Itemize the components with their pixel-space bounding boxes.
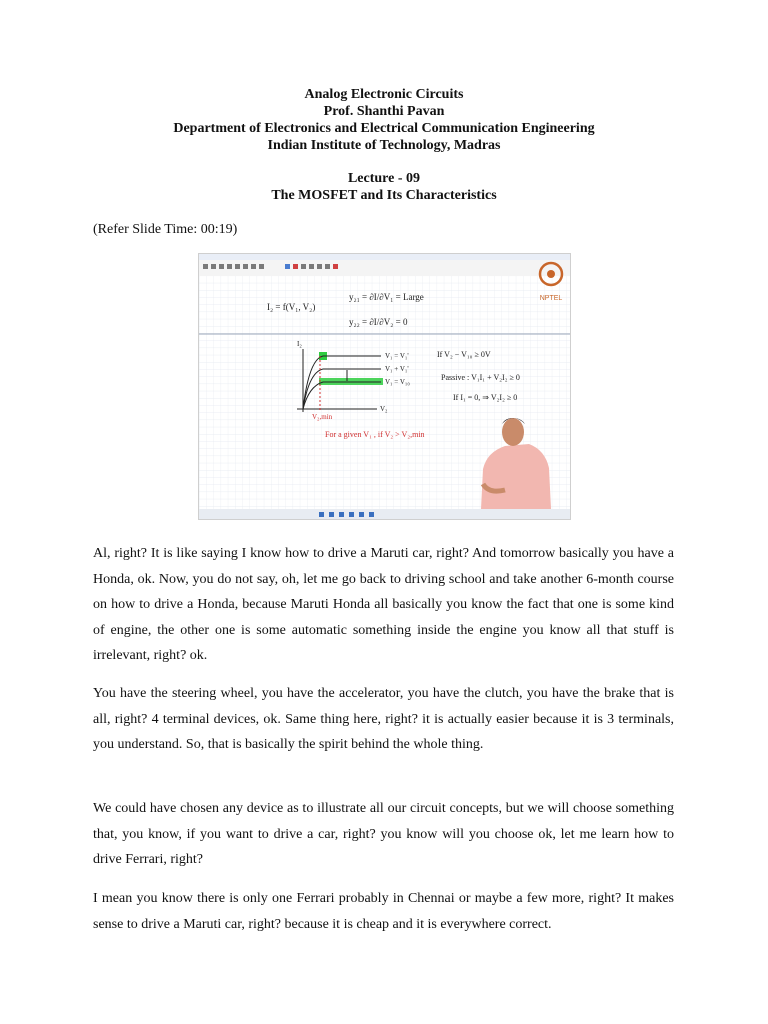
course-title: Analog Electronic Circuits bbox=[304, 87, 464, 102]
lecture-number: Lecture - 09 bbox=[347, 171, 421, 186]
department-name: Department of Electronics and Electrical Communication Engineering bbox=[173, 121, 595, 136]
curve-label-mid: V₁ + V₁' bbox=[385, 365, 409, 373]
slide-taskbar bbox=[199, 509, 570, 519]
institute-name: Indian Institute of Technology, Madras bbox=[267, 138, 501, 153]
x-axis-label: V₂ bbox=[380, 405, 388, 413]
note-if2: If I₁ = 0, ⇒ V₂I₂ ≥ 0 bbox=[453, 393, 518, 402]
lecture-heading bbox=[0, 170, 768, 204]
nptel-logo-text: NPTEL bbox=[539, 295, 563, 302]
paragraph-3: We could have chosen any device as to illustrate all our circuit concepts, but we will choose something that, you know, if you want to drive a car, right? you know will you choose ok, let me learn how to drive Ferrari, right? bbox=[93, 801, 674, 867]
professor-name: Prof. Shanthi Pavan bbox=[323, 104, 445, 119]
note-if: If V₂ − V₁₀ ≥ 0V bbox=[437, 350, 491, 359]
paragraph-4: I mean you know there is only one Ferrari probably in Chennai or maybe a few more, right? It makes sense to drive a Maruti car, right? because it is cheap and it is everywhere correct. bbox=[93, 891, 674, 932]
note-passive: Passive : V₁I₁ + V₂I₂ ≥ 0 bbox=[441, 373, 520, 382]
equation-current: I₂ = f(V₁, V₂) bbox=[267, 302, 316, 312]
y-axis-label: I₂ bbox=[297, 340, 302, 348]
curve-label-low: V₁ = V₁₀ bbox=[385, 378, 410, 386]
equation-y22: y₂₂ = ∂I/∂V₂ = 0 bbox=[349, 317, 408, 327]
red-note: For a given V₁ , if V₂ > V₂,min bbox=[325, 430, 425, 439]
equation-y21: y₂₁ = ∂I/∂V₁ = Large bbox=[349, 292, 424, 302]
document-header bbox=[0, 86, 768, 154]
curve-label-top: V₁ = V₁' bbox=[385, 352, 409, 360]
lecture-slide-image bbox=[198, 253, 571, 520]
paragraph-2: You have the steering wheel, you have the accelerator, you have the clutch, you have the brake that is all, right? 4 terminal devices, ok. Same thing here, right? it is actually easier because it is 3 terminals, you understand. So, that is basically the spirit behind the whole thing. bbox=[93, 686, 674, 752]
paragraph-1: Al, right? It is like saying I know how to drive a Maruti car, right? And tomorrow basically you have a Honda, ok. Now, you do not say, oh, let me go back to driving school and take another 6-month course on how to drive a Honda, because Maruti Honda all basically you know the fact that one is some kind of engine, the other one is some automatic something inside the engine you know all that stuff is irrelevant, right? ok. bbox=[93, 546, 674, 663]
lecture-title: The MOSFET and Its Characteristics bbox=[271, 188, 497, 203]
vmin-label: V₂,min bbox=[312, 413, 333, 421]
refer-slide-time: (Refer Slide Time: 00:19) bbox=[93, 222, 238, 237]
